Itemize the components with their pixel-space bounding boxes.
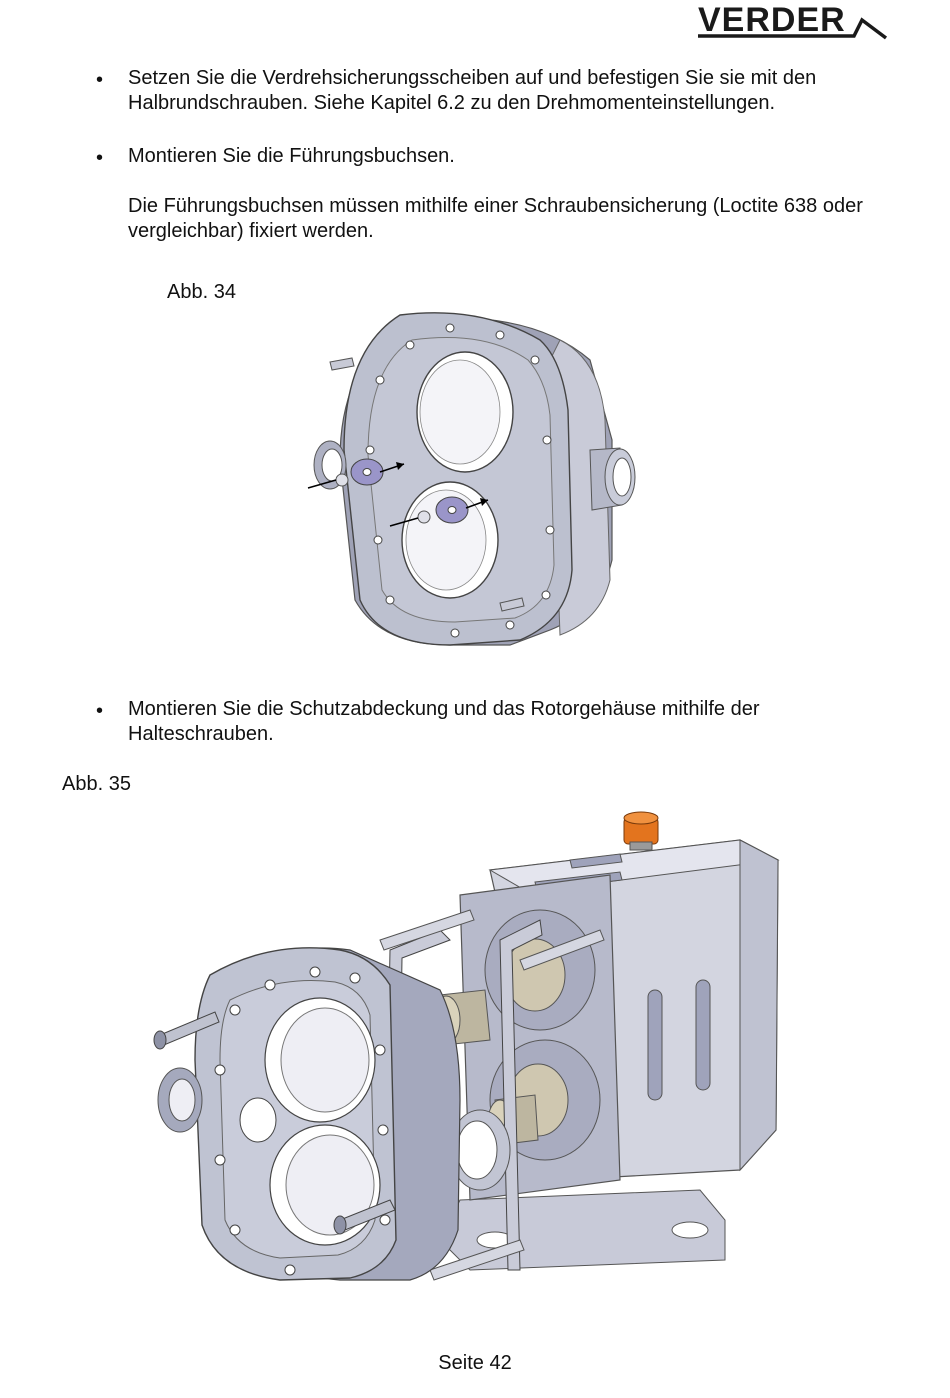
figure-34-pump-plate — [300, 300, 650, 655]
bullet-marker-1: • — [96, 69, 104, 91]
figure-35-caption: Abb. 35 — [62, 773, 131, 795]
bullet-text-1: Setzen Sie die Verdrehsicherungsscheiben auf und befestigen Sie sie mit den Halbrundschrauben. Siehe Kapitel 6.2 zu den Drehmomenteinstellungen. — [128, 67, 817, 114]
figure-35-pump-assembly — [140, 800, 800, 1300]
logo-text: VERDER — [698, 1, 846, 39]
page-number: Seite 42 — [438, 1352, 512, 1374]
bullet-text-2: Montieren Sie die Führungsbuchsen. — [128, 145, 455, 167]
bullet-marker-2: • — [96, 147, 104, 169]
note-text: Die Führungsbuchsen müssen mithilfe einer Schraubensicherung (Loctite 638 oder vergleichbar) fixiert werden. — [128, 195, 863, 242]
bullet-text-3: Montieren Sie die Schutzabdeckung und das Rotorgehäuse mithilfe der Halteschrauben. — [128, 698, 760, 745]
figure-34-caption: Abb. 34 — [167, 281, 236, 303]
bullet-marker-3: • — [96, 700, 104, 722]
verder-logo — [696, 0, 888, 42]
